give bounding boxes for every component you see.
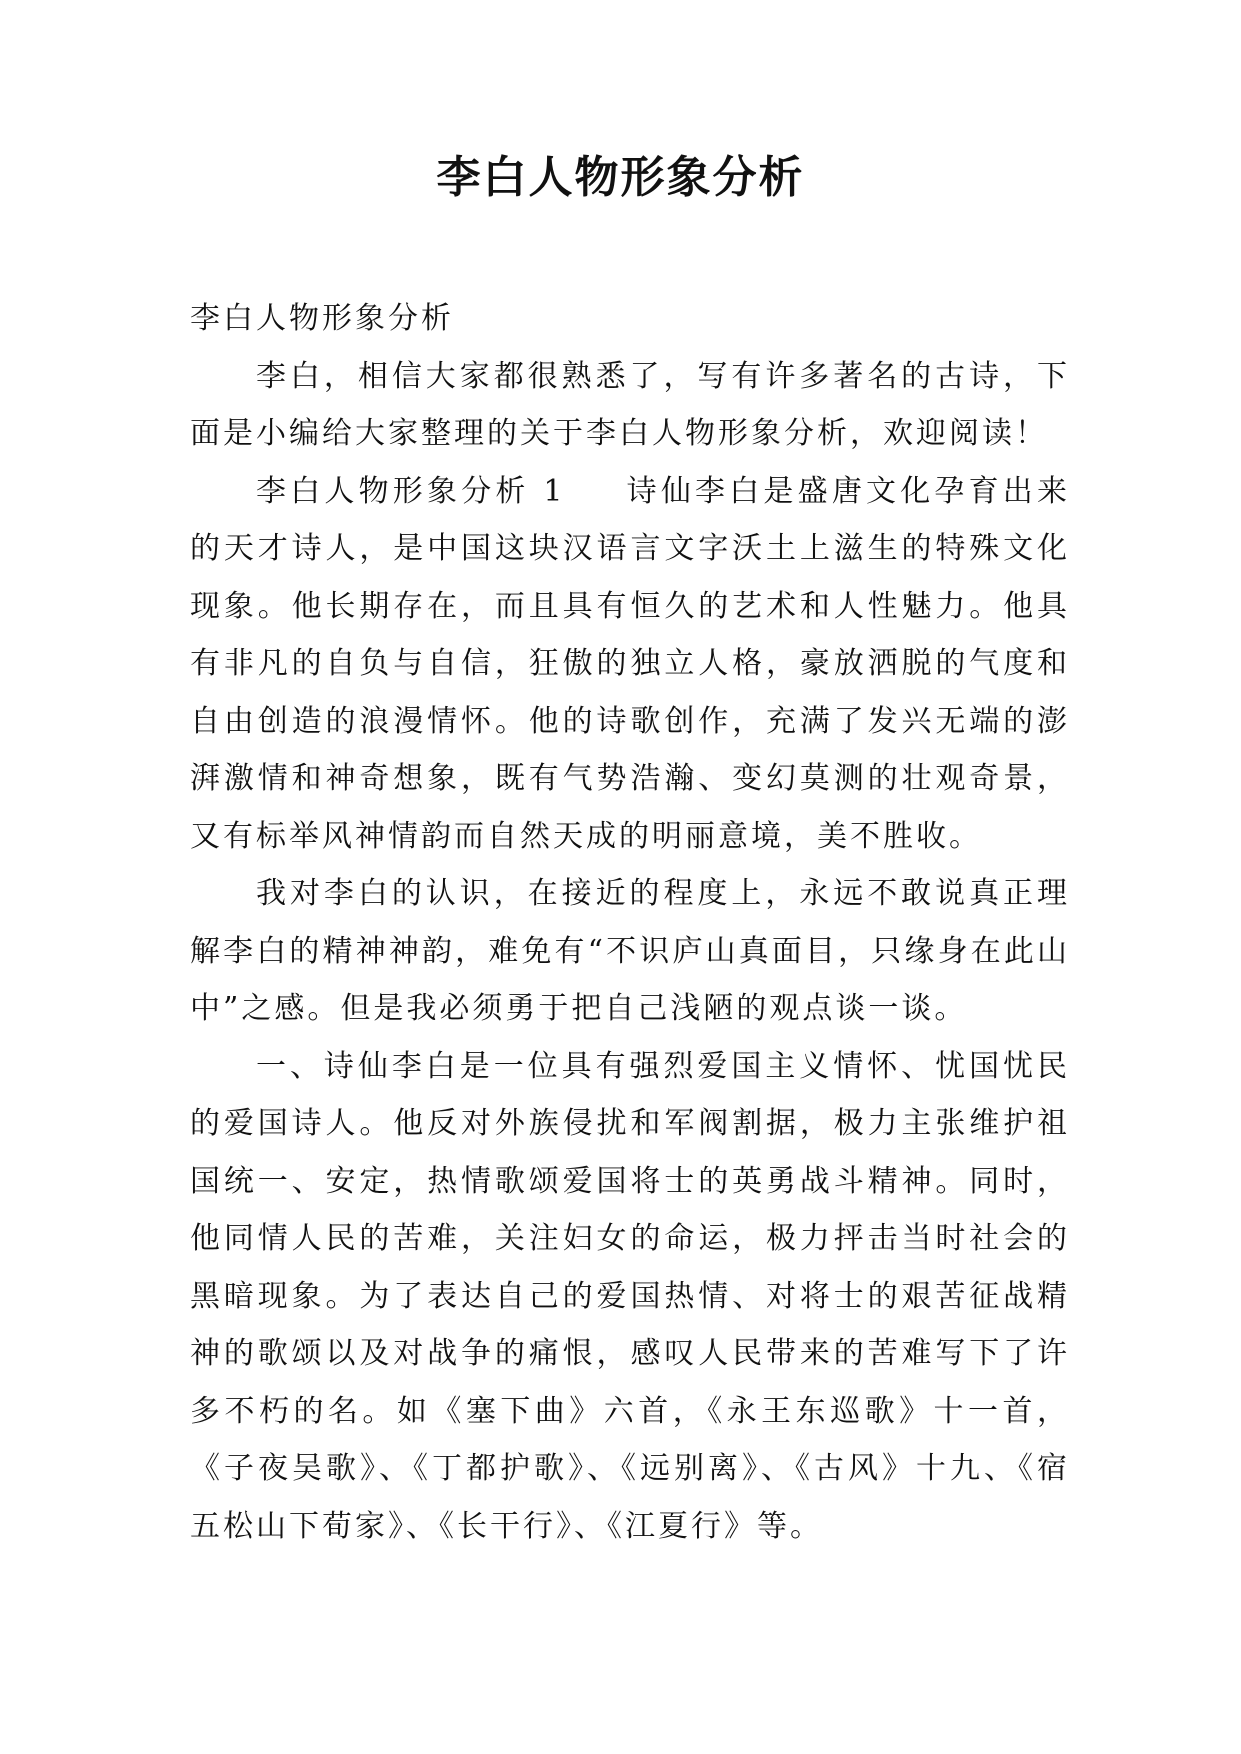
analysis-paragraph-1 xyxy=(190,463,1070,866)
section-subtitle: 李白人物形象分析 xyxy=(190,301,454,336)
analysis-heading: 李白人物形象分析 1 xyxy=(256,473,566,509)
intro-paragraph: 李白，相信大家都很熟悉了，写有许多著名的古诗，下面是小编给大家整理的关于李白人物形象分析，欢迎阅读！ xyxy=(190,358,1070,451)
understanding-paragraph: 我对李白的认识，在接近的程度上，永远不敢说真正理解李白的精神神韵，难免有“不识庐山真面目，只缘身在此山中”之感。但是我必须勇于把自己浅陋的观点谈一谈。 xyxy=(190,876,1070,1026)
patriotism-paragraph: 一、诗仙李白是一位具有强烈爱国主义情怀、忧国忧民的爱国诗人。他反对外族侵扰和军阀割据，极力主张维护祖国统一、安定，热情歌颂爱国将士的英勇战斗精神。同时，他同情人民的苦难，关注妇女的命运，极力抨击当时社会的黑暗现象。为了表达自己的爱国热情、对将士的艰苦征战精神的歌颂以及对战争的痛恨，感叹人民带来的苦难写下了许多不朽的名。如《塞下曲》六首，《永王东巡歌》十一首，《子夜吴歌》、《丁都护歌》、《远别离》、《古风》十九、《宿五松山下荀家》、《长干行》、《江夏行》等。 xyxy=(190,1048,1070,1544)
document-title: 李白人物形象分析 xyxy=(436,152,805,203)
analysis-body: 诗仙李白是盛唐文化孕育出来的天才诗人，是中国这块汉语言文字沃土上滋生的特殊文化现象。他长期存在，而且具有恒久的艺术和人性魅力。他具有非凡的自负与自信，狂傲的独立人格，豪放洒脱的气度和自由创造的浪漫情怀。他的诗歌创作，充满了发兴无端的澎湃激情和神奇想象，既有气势浩瀚、变幻莫测的壮观奇景，又有标举风神情韵而自然天成的明丽意境，美不胜收。 xyxy=(190,473,1071,854)
document-body xyxy=(190,290,1070,1555)
